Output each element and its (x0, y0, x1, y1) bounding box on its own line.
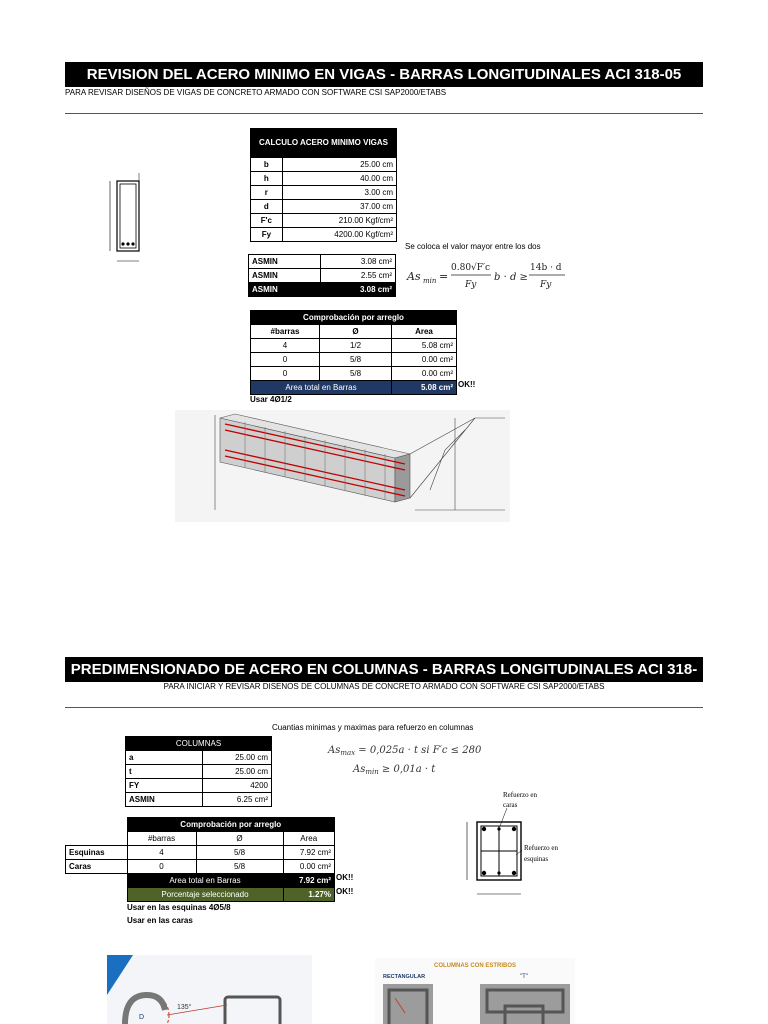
table-row: a 25.00 cm (126, 751, 272, 765)
table-row: Fy 4200.00 Kgf/cm² (251, 228, 397, 242)
beam-check-table: Comprobación por arreglo #barras Ø Area 4 1/2 5.08 cm² 0 5/8 0.00 cm² 0 5/8 0.00 cm² Area total en Barras 5.08 cm² (250, 310, 457, 395)
table-row: Caras 0 5/8 0.00 cm² (66, 860, 335, 874)
beam-title: REVISION DEL ACERO MINIMO EN VIGAS - BARRAS LONGITUDINALES ACI 318-05 (65, 62, 703, 87)
column-check-table: Comprobación por arreglo #barras Ø Area Esquinas 4 5/8 7.92 cm² Caras 0 5/8 0.00 cm² Area total en Barras 7.92 cm² Porcentaje seleccionado 1.27% (65, 817, 335, 902)
beam-subtitle: PARA REVISAR DISEÑOS DE VIGAS DE CONCRETO ARMADO CON SOFTWARE CSI SAP2000/ETABS (65, 88, 447, 97)
column-title: PREDIMENSIONADO DE ACERO EN COLUMNAS - BARRAS LONGITUDINALES ACI 318-05 (65, 657, 703, 682)
table-row: 4 1/2 5.08 cm² (251, 339, 457, 353)
table-row: 0 5/8 0.00 cm² (251, 353, 457, 367)
ties-t-label: "T" (520, 974, 528, 980)
table-row: Esquinas 4 5/8 7.92 cm² (66, 846, 335, 860)
column-use-1: Usar en las esquinas 4Ø5/8 (127, 903, 231, 912)
beam-asmin-table (248, 254, 396, 297)
svg-text:Asmin ≥ 0,01a · t: $As_{min} \ge 0,01a \cdot t$ (353, 764, 436, 776)
table-row: t 25.00 cm (126, 765, 272, 779)
beam-total-label: Area total en Barras (251, 381, 392, 395)
ties-rect-label: RECTANGULAR (383, 974, 426, 980)
ties-title: COLUMNAS CON ESTRIBOS (433, 963, 517, 969)
column-pct-value: 1.27% (283, 888, 335, 902)
beam-calc-header: CALCULO ACERO MINIMO VIGAS (251, 129, 397, 158)
column-ok-1: OK!! (336, 873, 354, 882)
beam-stress-diagram (175, 410, 510, 522)
table-row: 0 5/8 0.00 cm² (251, 367, 457, 381)
svg-text:Asmax = 0,025a · t si F′c ≤ 28: $As_{max} = 0,025a \cdot t$ si F′c ≤ 280 (328, 745, 482, 757)
column-label-faces: Refuerzo en caras (503, 791, 538, 809)
beam-asmin-formula (405, 256, 570, 294)
beam-total-value: 5.08 cm² (392, 381, 457, 395)
table-row: ASMIN 2.55 cm² (249, 269, 396, 283)
table-row: b 25.00 cm (251, 158, 397, 172)
svg-text:14b · d: 14b · d (530, 263, 562, 273)
column-pct-label: Porcentaje seleccionado (127, 888, 283, 902)
beam-note: Se coloca el valor mayor entre los dos (405, 242, 541, 251)
table-row: r 3.00 cm (251, 186, 397, 200)
beam-check-header: Comprobación por arreglo (251, 311, 457, 325)
svg-text:As: As (407, 270, 421, 283)
column-note: Cuantias minimas y maximas para refuerzo en columnas (272, 723, 474, 732)
svg-text:D: D (139, 1014, 145, 1021)
beam-calc-table (250, 128, 397, 242)
beam-divider (65, 113, 703, 114)
column-table (125, 736, 272, 807)
svg-text:min: min (423, 277, 437, 285)
column-table-header: COLUMNAS (126, 737, 272, 751)
column-formula (325, 740, 495, 776)
table-row: ASMIN 3.08 cm² (249, 283, 396, 297)
column-total-label: Area total en Barras (127, 874, 283, 888)
column-divider (65, 707, 703, 708)
hook-detail-image (107, 955, 312, 1024)
column-check-header: Comprobación por arreglo (127, 818, 335, 832)
beam-use: Usar 4Ø1/2 (250, 395, 292, 404)
table-row: ASMIN 6.25 cm² (126, 793, 272, 807)
column-subtitle: PARA INICIAR Y REVISAR DISENOS DE COLUMNAS DE CONCRETO ARMADO CON SOFTWARE CSI SAP2000/ETABS (163, 682, 605, 691)
svg-text:Fy: Fy (540, 280, 552, 290)
hook-angle-label: 135° (177, 1004, 192, 1011)
column-use-2: Usar en las caras (127, 916, 193, 925)
column-total-value: 7.92 cm² (283, 874, 335, 888)
table-row: F'c 210.00 Kgf/cm² (251, 214, 397, 228)
svg-text:b · d ≥: b · d ≥ (494, 272, 528, 283)
beam-section-diagram (105, 163, 155, 268)
table-row: FY 4200 (126, 779, 272, 793)
column-ties-image (375, 958, 575, 1024)
column-ok-2: OK!! (336, 887, 354, 896)
svg-text:0.80√F′c: 0.80√F′c (451, 263, 491, 273)
beam-ok: OK!! (458, 380, 476, 389)
table-row: ASMIN 3.08 cm² (249, 255, 396, 269)
svg-text:=: = (439, 270, 449, 283)
column-label-corners: Refuerzo en esquinas (524, 844, 559, 863)
svg-text:Fy: Fy (465, 280, 477, 290)
table-row: d 37.00 cm (251, 200, 397, 214)
table-row: h 40.00 cm (251, 172, 397, 186)
